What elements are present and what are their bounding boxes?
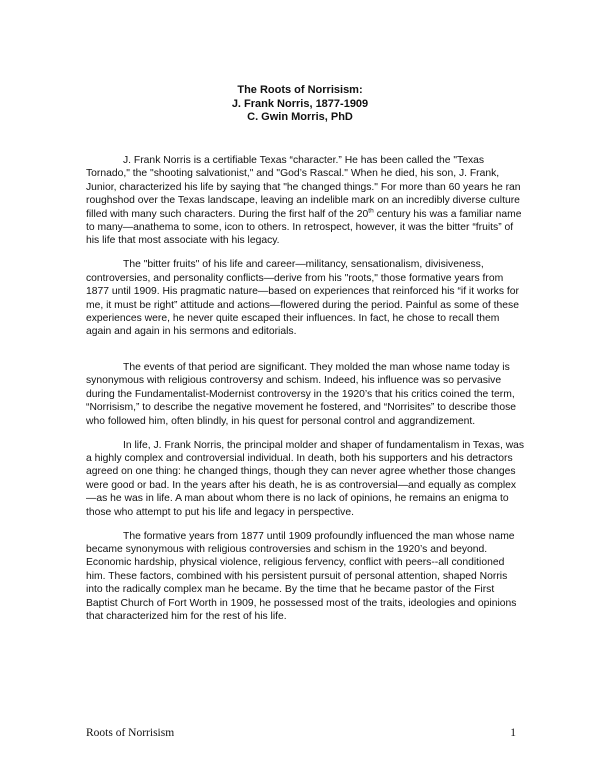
paragraph-4: In life, J. Frank Norris, the principal molder and shaper of fundamentalism in Texas, was a highly complex and controversial individual. In death, both his supporters and his detractors agreed on one thing: he changed things, though they can never agree whether those changes were good or bad. In the years after his death, he is as controversial—and equally as complex—as he was in life. A man about whom there is no lack of opinions, he remains an enigma to those who attempt to put his life and legacy in perspective. <box>86 439 525 518</box>
title-block <box>0 84 600 125</box>
ordinal-superscript: th <box>368 207 374 215</box>
paragraph-2: The "bitter fruits" of his life and career—militancy, sensationalism, divisiveness, controversies, and personality conflicts—derive from his "roots," those formative years from 1877 until 1909. His pragmatic nature—based on experiences that reinforced his “if it works for me, it must be right” attitude and actions—flowered during the period. Painful as some of these experiences were, he never quite escaped their influences. In fact, he chose to recall them again and again in his sermons and editorials. <box>86 259 519 338</box>
body-text <box>86 154 526 634</box>
paragraph-5: The formative years from 1877 until 1909 profoundly influenced the man whose name became synonymous with religious controversies and schism in the 1920’s and beyond. Economic hardship, physical violence, religious fervency, conflict with peers--all conditioned him. These factors, combined with his persistent pursuit of personal attention, shaped Norris into the radically complex man he became. By the time that he became pastor of the First Baptist Church of Fort Worth in 1909, he possessed most of the traits, ideologies and opinions that characterized him for the rest of his life. <box>86 530 517 622</box>
paragraph-3: The events of that period are significant. They molded the man whose name today is synonymous with religious controversy and schism. Indeed, his influence was so pervasive during the Fundamentalist-Modernist controversy in the 1920’s that his critics coined the term, “Norrisism,” to describe the negative movement he fostered, and “Norrisites” to describe those who followed him, often blindly, in his quest for personal control and aggrandizement. <box>86 361 517 427</box>
document-title: The Roots of Norrisism: <box>237 84 363 96</box>
footer-label: Roots of Norrisism <box>86 727 175 739</box>
paragraph-1 <box>86 154 526 248</box>
paragraph-1-text-b: century his was a familiar name to many—anathema to some, icon to others. In retrospect, however, it was the bitter “fruits” of his life that most associate with his legacy. <box>86 208 522 247</box>
paragraph-1-text-a: J. Frank Norris is a certifiable Texas “character.” He has been called the "Texas Tornado," the "shooting salvationist," and "God’s Rascal." When he died, his son, J. Frank, Junior, characterized his life by saying that "he changed things." For more than 60 years he ran roughshod over the Texas landscape, leaving an indelible mark on an incredibly diverse culture filled with many such characters. During the first half of the 20 <box>86 155 521 220</box>
document-subtitle: J. Frank Norris, 1877-1909 <box>231 97 369 110</box>
page-number: 1 <box>510 727 516 739</box>
document-author: C. Gwin Morris, PhD <box>247 111 353 123</box>
